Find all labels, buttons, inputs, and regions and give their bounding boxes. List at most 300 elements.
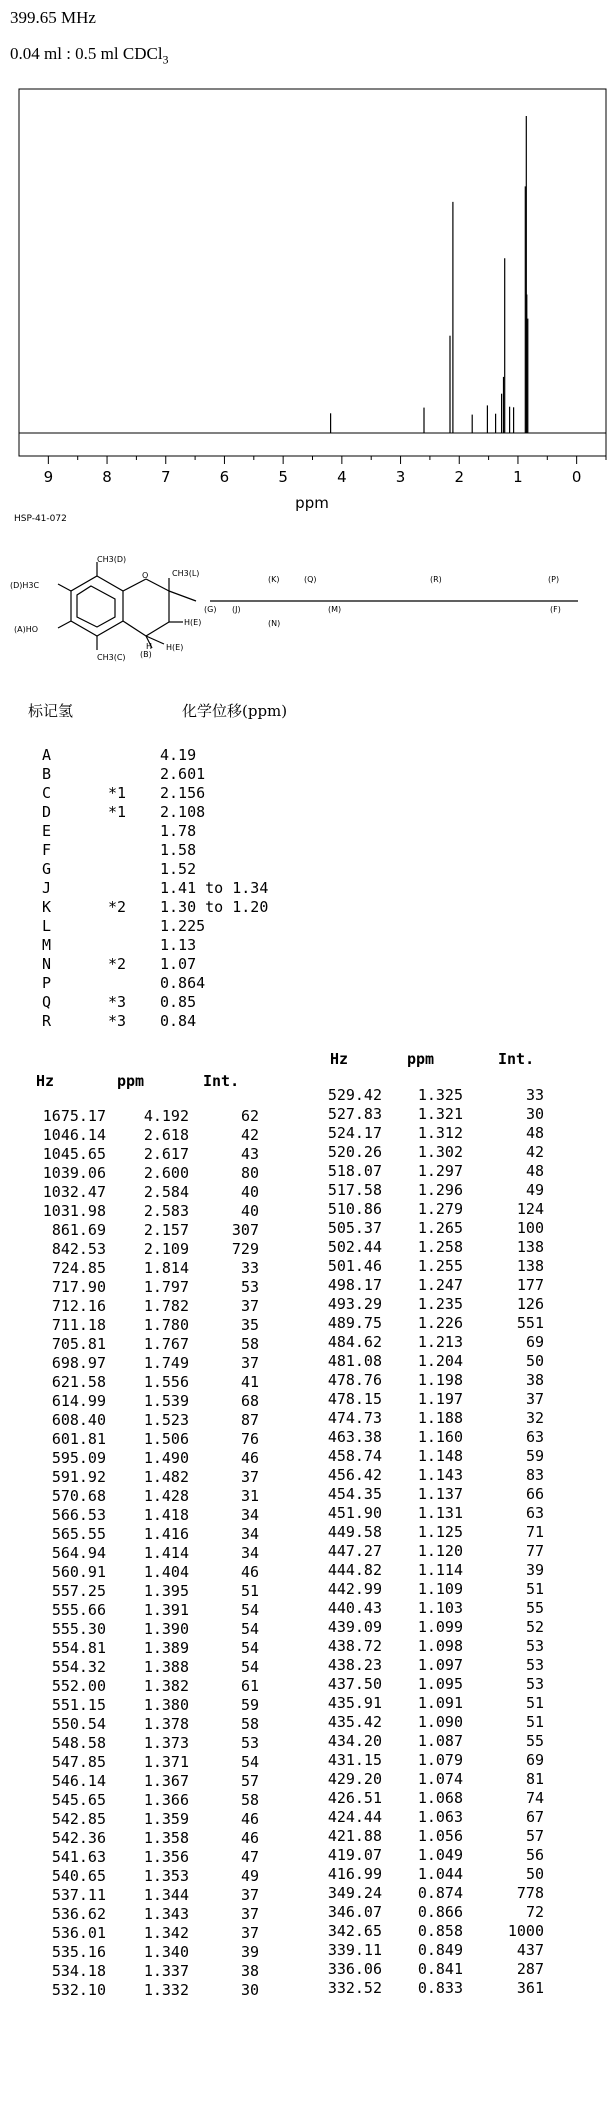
peak-hz: 520.26 xyxy=(327,1143,382,1161)
peak-int: 778 xyxy=(516,1884,544,1902)
peak-row xyxy=(0,1846,616,1865)
peak-hz: 447.27 xyxy=(327,1542,382,1560)
peak-ppm: 1.391 xyxy=(143,1601,189,1619)
peak-ppm: 2.618 xyxy=(143,1126,189,1144)
peak-int: 361 xyxy=(516,1979,544,1997)
peak-hz: 1046.14 xyxy=(42,1126,106,1144)
peak-ppm: 1.213 xyxy=(417,1333,463,1351)
peak-row xyxy=(0,1466,616,1485)
assignment-shift: 2.108 xyxy=(160,803,206,821)
peak-int: 62 xyxy=(240,1107,259,1125)
peak-row xyxy=(0,1276,616,1295)
peak-int: 46 xyxy=(240,1563,259,1581)
peak-int: 58 xyxy=(240,1715,259,1733)
peak-ppm: 1.068 xyxy=(417,1789,463,1807)
col-header-hz: Hz xyxy=(36,1072,55,1090)
assignment-note: *1 xyxy=(108,784,127,802)
peak-ppm: 1.099 xyxy=(417,1618,463,1636)
assignment-shift: 1.13 xyxy=(160,936,197,954)
peak-int: 126 xyxy=(516,1295,544,1313)
peak-ppm: 1.120 xyxy=(417,1542,463,1560)
peak-ppm: 1.247 xyxy=(417,1276,463,1294)
peak-ppm: 1.371 xyxy=(143,1753,189,1771)
label-ring-o: O xyxy=(142,571,149,580)
label-h-b: H xyxy=(146,642,153,651)
peak-int: 37 xyxy=(240,1905,259,1923)
peak-hz: 554.81 xyxy=(51,1639,106,1657)
assignment-note: *1 xyxy=(108,803,127,821)
peak-hz: 505.37 xyxy=(327,1219,382,1237)
peak-row xyxy=(0,1865,616,1884)
peak-hz: 1045.65 xyxy=(42,1145,106,1163)
label-h-e-2: H(E) xyxy=(166,643,184,652)
peak-hz: 557.25 xyxy=(51,1582,106,1600)
label-h3c-d: (D)H3C xyxy=(10,581,40,590)
peak-ppm: 1.506 xyxy=(143,1430,189,1448)
peak-row xyxy=(0,1561,616,1580)
peak-row xyxy=(0,1599,616,1618)
peak-ppm: 1.418 xyxy=(143,1506,189,1524)
peak-int: 35 xyxy=(240,1316,259,1334)
peak-int: 37 xyxy=(240,1924,259,1942)
peak-ppm: 1.332 xyxy=(143,1981,189,1999)
peak-hz: 454.35 xyxy=(327,1485,382,1503)
peak-int: 83 xyxy=(525,1466,544,1484)
peak-int: 61 xyxy=(240,1677,259,1695)
peak-hz: 565.55 xyxy=(51,1525,106,1543)
peak-int: 30 xyxy=(525,1105,544,1123)
peak-hz: 444.82 xyxy=(327,1561,382,1579)
peak-hz: 517.58 xyxy=(327,1181,382,1199)
peak-hz: 842.53 xyxy=(51,1240,106,1258)
peak-row xyxy=(0,1162,616,1181)
peak-row xyxy=(0,1713,616,1732)
assignment-shift: 1.58 xyxy=(160,841,197,859)
peak-int: 437 xyxy=(516,1941,544,1959)
peak-hz: 419.07 xyxy=(327,1846,382,1864)
peak-ppm: 1.797 xyxy=(143,1278,189,1296)
peak-row xyxy=(0,1200,616,1219)
peak-ppm: 4.192 xyxy=(143,1107,189,1125)
assignment-note: *3 xyxy=(108,1012,127,1030)
peak-int: 46 xyxy=(240,1829,259,1847)
peak-int: 77 xyxy=(525,1542,544,1560)
peak-hz: 535.16 xyxy=(51,1943,106,1961)
peak-hz: 595.09 xyxy=(51,1449,106,1467)
peak-int: 53 xyxy=(525,1675,544,1693)
x-axis-ticks xyxy=(44,456,606,486)
peak-hz: 458.74 xyxy=(327,1447,382,1465)
peak-ppm: 1.523 xyxy=(143,1411,189,1429)
assignment-label: M xyxy=(42,936,52,954)
peak-hz: 449.58 xyxy=(327,1523,382,1541)
peak-hz: 478.15 xyxy=(327,1390,382,1408)
peak-int: 31 xyxy=(240,1487,259,1505)
assignment-label: N xyxy=(42,955,52,973)
peak-int: 48 xyxy=(525,1124,544,1142)
peak-hz: 431.15 xyxy=(327,1751,382,1769)
peak-hz: 474.73 xyxy=(327,1409,382,1427)
peak-ppm: 2.583 xyxy=(143,1202,189,1220)
peak-int: 41 xyxy=(240,1373,259,1391)
peak-ppm: 1.358 xyxy=(143,1829,189,1847)
peak-hz: 591.92 xyxy=(51,1468,106,1486)
peak-hz: 564.94 xyxy=(51,1544,106,1562)
peak-int: 48 xyxy=(525,1162,544,1180)
assignment-label: A xyxy=(42,746,52,764)
peak-row xyxy=(0,1637,616,1656)
peak-row xyxy=(0,1523,616,1542)
peak-int: 42 xyxy=(525,1143,544,1161)
peak-ppm: 1.297 xyxy=(417,1162,463,1180)
peak-hz: 463.38 xyxy=(327,1428,382,1446)
peak-int: 46 xyxy=(240,1810,259,1828)
peak-ppm: 2.109 xyxy=(143,1240,189,1258)
peak-int: 34 xyxy=(240,1525,259,1543)
peak-int: 39 xyxy=(240,1943,259,1961)
peak-row xyxy=(0,1428,616,1447)
peak-row xyxy=(0,1504,616,1523)
peak-hz: 555.30 xyxy=(51,1620,106,1638)
peak-hz: 529.42 xyxy=(327,1086,382,1104)
peak-int: 57 xyxy=(525,1827,544,1845)
peak-ppm: 1.382 xyxy=(143,1677,189,1695)
peak-int: 67 xyxy=(525,1808,544,1826)
x-tick-label: 1 xyxy=(513,468,523,486)
peak-ppm: 2.600 xyxy=(143,1164,189,1182)
peak-hz: 552.00 xyxy=(51,1677,106,1695)
peak-hz: 498.17 xyxy=(327,1276,382,1294)
peak-ppm: 1.279 xyxy=(417,1200,463,1218)
peak-ppm: 1.344 xyxy=(143,1886,189,1904)
peak-int: 40 xyxy=(240,1183,259,1201)
peak-hz: 481.08 xyxy=(327,1352,382,1370)
nmr-spectrum-chart xyxy=(0,84,616,514)
peak-hz: 546.14 xyxy=(51,1772,106,1790)
peak-hz: 342.65 xyxy=(327,1922,382,1940)
peak-row xyxy=(0,1238,616,1257)
peak-ppm: 1.321 xyxy=(417,1105,463,1123)
col-header-ppm: ppm xyxy=(407,1050,435,1068)
peak-int: 56 xyxy=(525,1846,544,1864)
peak-hz: 1039.06 xyxy=(42,1164,106,1182)
peak-ppm: 1.079 xyxy=(417,1751,463,1769)
peak-hz: 493.29 xyxy=(327,1295,382,1313)
peak-ppm: 1.373 xyxy=(143,1734,189,1752)
spectrum-code: HSP-41-072 xyxy=(14,514,67,524)
assignment-label: F xyxy=(42,841,52,859)
peak-hz: 566.53 xyxy=(51,1506,106,1524)
peak-int: 54 xyxy=(240,1620,259,1638)
label-m: (M) xyxy=(328,605,342,614)
peak-hz: 451.90 xyxy=(327,1504,382,1522)
peak-hz: 536.62 xyxy=(51,1905,106,1923)
assignment-note: *3 xyxy=(108,993,127,1011)
peak-ppm: 1.188 xyxy=(417,1409,463,1427)
peak-int: 39 xyxy=(525,1561,544,1579)
peak-ppm: 1.556 xyxy=(143,1373,189,1391)
peak-int: 58 xyxy=(240,1791,259,1809)
peak-int: 52 xyxy=(525,1618,544,1636)
assignment-label: C xyxy=(42,784,52,802)
peak-hz: 601.81 xyxy=(51,1430,106,1448)
assignment-label: E xyxy=(42,822,52,840)
solvent-subscript: 3 xyxy=(162,52,169,67)
assignment-shift: 1.78 xyxy=(160,822,197,840)
peak-int: 34 xyxy=(240,1544,259,1562)
peak-ppm: 1.097 xyxy=(417,1656,463,1674)
peak-int: 66 xyxy=(525,1485,544,1503)
peak-ppm: 0.849 xyxy=(417,1941,463,1959)
peak-hz: 532.10 xyxy=(51,1981,106,1999)
peak-row xyxy=(0,1618,616,1637)
peak-row xyxy=(0,1656,616,1675)
peak-int: 287 xyxy=(516,1960,544,1978)
peak-hz: 534.18 xyxy=(51,1962,106,1980)
label-ch3-l: CH3(L) xyxy=(172,569,200,578)
peak-int: 63 xyxy=(525,1504,544,1522)
peak-ppm: 1.416 xyxy=(143,1525,189,1543)
peak-int: 53 xyxy=(240,1734,259,1752)
peak-int: 54 xyxy=(240,1753,259,1771)
peak-hz: 537.11 xyxy=(51,1886,106,1904)
peak-ppm: 1.258 xyxy=(417,1238,463,1256)
peak-ppm: 1.063 xyxy=(417,1808,463,1826)
peak-hz: 547.85 xyxy=(51,1753,106,1771)
peak-hz: 540.65 xyxy=(51,1867,106,1885)
peak-hz: 527.83 xyxy=(327,1105,382,1123)
peak-ppm: 1.235 xyxy=(417,1295,463,1313)
peak-int: 307 xyxy=(231,1221,259,1239)
peak-int: 43 xyxy=(240,1145,259,1163)
peak-row xyxy=(0,1352,616,1371)
peak-int: 50 xyxy=(525,1865,544,1883)
assignment-shift: 1.52 xyxy=(160,860,197,878)
peak-hz: 560.91 xyxy=(51,1563,106,1581)
peak-hz: 545.65 xyxy=(51,1791,106,1809)
peak-row xyxy=(0,1542,616,1561)
peak-int: 51 xyxy=(240,1582,259,1600)
assignment-shift: 0.84 xyxy=(160,1012,197,1030)
peak-int: 69 xyxy=(525,1751,544,1769)
col-header-ppm: ppm xyxy=(117,1072,145,1090)
peak-ppm: 1.380 xyxy=(143,1696,189,1714)
peak-int: 58 xyxy=(240,1335,259,1353)
peak-row xyxy=(0,1808,616,1827)
label-n-1: (N) xyxy=(268,619,281,628)
peak-ppm: 1.197 xyxy=(417,1390,463,1408)
peak-ppm: 1.296 xyxy=(417,1181,463,1199)
peak-int: 55 xyxy=(525,1599,544,1617)
peak-hz: 570.68 xyxy=(51,1487,106,1505)
peak-ppm: 2.584 xyxy=(143,1183,189,1201)
peak-int: 37 xyxy=(240,1468,259,1486)
peak-row xyxy=(0,1124,616,1143)
x-tick-label: 9 xyxy=(43,468,54,486)
peak-int: 51 xyxy=(525,1694,544,1712)
peak-int: 74 xyxy=(525,1789,544,1807)
peak-int: 69 xyxy=(525,1333,544,1351)
peak-int: 53 xyxy=(525,1656,544,1674)
peak-ppm: 1.366 xyxy=(143,1791,189,1809)
assignment-label: K xyxy=(42,898,52,916)
peak-hz: 439.09 xyxy=(327,1618,382,1636)
peak-row xyxy=(0,1789,616,1808)
peak-hz: 698.97 xyxy=(51,1354,106,1372)
peak-int: 33 xyxy=(240,1259,259,1277)
peak-int: 59 xyxy=(525,1447,544,1465)
peak-hz: 621.58 xyxy=(51,1373,106,1391)
peak-ppm: 1.204 xyxy=(417,1352,463,1370)
peak-row xyxy=(0,1447,616,1466)
x-tick-label: 6 xyxy=(219,468,230,486)
peak-ppm: 0.858 xyxy=(417,1922,463,1940)
label-p: (P) xyxy=(548,575,560,584)
solvent-text: 0.04 ml : 0.5 ml CDCl xyxy=(10,44,163,63)
peak-ppm: 1.343 xyxy=(143,1905,189,1923)
peak-int: 53 xyxy=(525,1637,544,1655)
peak-hz: 1675.17 xyxy=(42,1107,106,1125)
peak-int: 177 xyxy=(516,1276,544,1294)
assignment-header-shift: 化学位移(ppm) xyxy=(182,702,288,720)
x-axis-label: ppm xyxy=(295,494,329,512)
assignment-header-label: 标记氢 xyxy=(28,702,74,720)
peak-int: 80 xyxy=(240,1164,259,1182)
peak-row xyxy=(0,1941,616,1960)
peak-row xyxy=(0,1371,616,1390)
peak-row xyxy=(0,1903,616,1922)
x-tick-label: 2 xyxy=(454,468,465,486)
peak-hz: 456.42 xyxy=(327,1466,382,1484)
x-tick-label: 0 xyxy=(571,468,582,486)
peak-hz: 336.06 xyxy=(327,1960,382,1978)
peak-ppm: 1.044 xyxy=(417,1865,463,1883)
peak-hz: 550.54 xyxy=(51,1715,106,1733)
peak-row xyxy=(0,1751,616,1770)
structure-labels xyxy=(10,555,561,662)
peak-ppm: 1.325 xyxy=(417,1086,463,1104)
peak-ppm: 0.833 xyxy=(417,1979,463,1997)
peak-ppm: 1.098 xyxy=(417,1637,463,1655)
peak-ppm: 2.617 xyxy=(143,1145,189,1163)
peak-hz: 518.07 xyxy=(327,1162,382,1180)
x-tick-label: 7 xyxy=(160,468,171,486)
peak-ppm: 1.414 xyxy=(143,1544,189,1562)
peak-ppm: 1.767 xyxy=(143,1335,189,1353)
peak-ppm: 1.388 xyxy=(143,1658,189,1676)
peak-int: 37 xyxy=(240,1297,259,1315)
assignment-shift: 1.225 xyxy=(160,917,206,935)
peak-hz: 438.72 xyxy=(327,1637,382,1655)
label-g: (G) xyxy=(204,605,217,614)
peak-ppm: 1.148 xyxy=(417,1447,463,1465)
peak-hz: 435.91 xyxy=(327,1694,382,1712)
peak-ppm: 1.074 xyxy=(417,1770,463,1788)
peak-ppm: 2.157 xyxy=(143,1221,189,1239)
peak-row xyxy=(0,1485,616,1504)
peak-int: 40 xyxy=(240,1202,259,1220)
peak-row xyxy=(0,1827,616,1846)
peak-hz: 524.17 xyxy=(327,1124,382,1142)
peak-hz: 339.11 xyxy=(327,1941,382,1959)
peak-hz: 1032.47 xyxy=(42,1183,106,1201)
assignment-shift: 0.85 xyxy=(160,993,197,1011)
peak-ppm: 1.049 xyxy=(417,1846,463,1864)
peak-row xyxy=(0,1086,616,1105)
assignment-label: Q xyxy=(42,993,52,1011)
peak-int: 32 xyxy=(525,1409,544,1427)
peak-hz: 426.51 xyxy=(327,1789,382,1807)
label-h-e-1: H(E) xyxy=(184,618,202,627)
peak-row xyxy=(0,1219,616,1238)
peak-ppm: 0.841 xyxy=(417,1960,463,1978)
assignment-note: *2 xyxy=(108,955,127,973)
peak-ppm: 1.198 xyxy=(417,1371,463,1389)
peak-ppm: 1.395 xyxy=(143,1582,189,1600)
peak-ppm: 0.866 xyxy=(417,1903,463,1921)
peak-int: 47 xyxy=(240,1848,259,1866)
peak-ppm: 1.125 xyxy=(417,1523,463,1541)
peak-row xyxy=(0,1257,616,1276)
label-r: (R) xyxy=(430,575,442,584)
peak-hz: 484.62 xyxy=(327,1333,382,1351)
peak-int: 46 xyxy=(240,1449,259,1467)
peak-int: 68 xyxy=(240,1392,259,1410)
peak-ppm: 1.367 xyxy=(143,1772,189,1790)
peak-ppm: 1.103 xyxy=(417,1599,463,1617)
peak-int: 100 xyxy=(516,1219,544,1237)
peak-ppm: 1.378 xyxy=(143,1715,189,1733)
peak-ppm: 1.342 xyxy=(143,1924,189,1942)
peak-hz: 489.75 xyxy=(327,1314,382,1332)
peak-row xyxy=(0,1770,616,1789)
peak-row xyxy=(0,1694,616,1713)
peak-ppm: 1.353 xyxy=(143,1867,189,1885)
peak-hz: 705.81 xyxy=(51,1335,106,1353)
peak-int: 54 xyxy=(240,1601,259,1619)
peak-ppm: 1.114 xyxy=(417,1561,463,1579)
peak-int: 63 xyxy=(525,1428,544,1446)
peak-ppm: 1.389 xyxy=(143,1639,189,1657)
peak-hz: 502.44 xyxy=(327,1238,382,1256)
label-k-1: (K) xyxy=(268,575,280,584)
peak-int: 38 xyxy=(525,1371,544,1389)
assignment-label: G xyxy=(42,860,52,878)
peak-hz: 712.16 xyxy=(51,1297,106,1315)
peak-row xyxy=(0,1409,616,1428)
peak-hz: 541.63 xyxy=(51,1848,106,1866)
peak-ppm: 1.782 xyxy=(143,1297,189,1315)
peak-hz: 416.99 xyxy=(327,1865,382,1883)
col-header-hz: Hz xyxy=(330,1050,349,1068)
assignment-label: P xyxy=(42,974,52,992)
peak-int: 53 xyxy=(240,1278,259,1296)
peak-int: 1000 xyxy=(507,1922,544,1940)
peak-int: 37 xyxy=(525,1390,544,1408)
peak-row xyxy=(0,1960,616,1979)
peak-hz: 478.76 xyxy=(327,1371,382,1389)
assignment-shift: 1.07 xyxy=(160,955,197,973)
assignment-label: D xyxy=(42,803,52,821)
peak-ppm: 1.109 xyxy=(417,1580,463,1598)
peak-ppm: 1.095 xyxy=(417,1675,463,1693)
peak-ppm: 1.490 xyxy=(143,1449,189,1467)
col-header-int: Int. xyxy=(203,1072,240,1090)
peak-hz: 717.90 xyxy=(51,1278,106,1296)
label-f: (F) xyxy=(550,605,561,614)
peak-int: 729 xyxy=(231,1240,259,1258)
peak-int: 38 xyxy=(240,1962,259,1980)
